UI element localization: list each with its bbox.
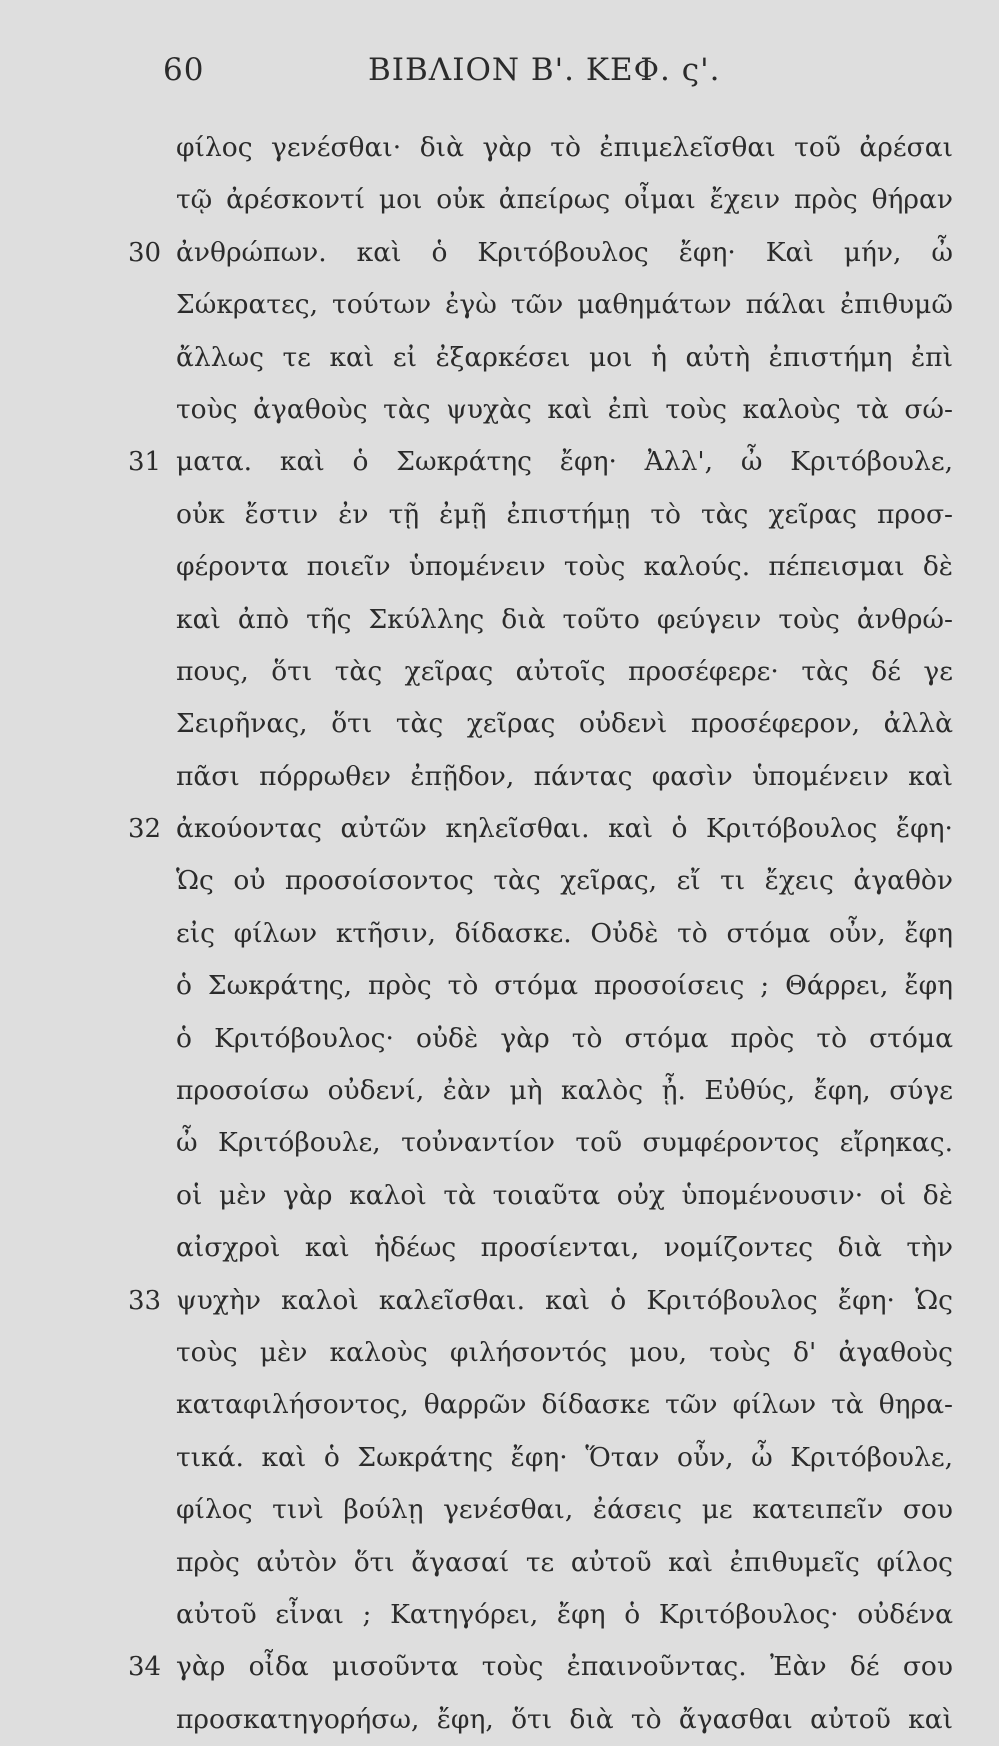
line-text: πρὸς αὐτὸν ὅτι ἄγασαί τε αὐτοῦ καὶ ἐπιθυμεῖς φίλος	[176, 1546, 953, 1578]
body-text	[0, 122, 999, 1746]
line-text: ἄλλως τε καὶ εἰ ἐξαρκέσει μοι ἡ αὐτὴ ἐπιστήμη ἐπὶ	[176, 341, 953, 373]
text-line	[0, 1222, 999, 1274]
line-text: ὦ Κριτόβουλε, τοὐναντίον τοῦ συμφέροντος εἴρηκας.	[176, 1127, 953, 1159]
section-number: 31	[128, 447, 162, 478]
text-line	[0, 122, 999, 174]
text-line	[0, 594, 999, 646]
line-text: τῷ ἀρέσκοντί μοι οὐκ ἀπείρως οἶμαι ἔχειν πρὸς θήραν	[176, 184, 953, 216]
line-text: φέροντα ποιεῖν ὑπομένειν τοὺς καλούς. πέπεισμαι δὲ	[176, 551, 953, 583]
line-text: αὐτοῦ εἶναι ; Κατηγόρει, ἔφη ὁ Κριτόβουλος· οὐδένα	[176, 1598, 953, 1630]
text-line	[0, 1694, 999, 1746]
line-text: τικά. καὶ ὁ Σωκράτης ἔφη· Ὅταν οὖν, ὦ Κριτόβουλε,	[176, 1441, 953, 1473]
page-header	[0, 52, 999, 98]
line-text: τοὺς μὲν καλοὺς φιλήσοντός μου, τοὺς δ' ἀγαθοὺς	[176, 1336, 953, 1368]
text-line	[0, 1379, 999, 1431]
running-title: ΒΙΒΛΙΟΝ Β'. ΚΕΦ. ς'.	[368, 52, 721, 88]
line-text: ματα. καὶ ὁ Σωκράτης ἔφη· Ἀλλ', ὦ Κριτόβουλε,	[176, 446, 953, 478]
text-line	[0, 541, 999, 593]
text-line	[0, 855, 999, 907]
line-text: ἀνθρώπων. καὶ ὁ Κριτόβουλος ἔφη· Καὶ μήν, ὦ	[176, 236, 953, 268]
line-text: τοὺς ἀγαθοὺς τὰς ψυχὰς καὶ ἐπὶ τοὺς καλοὺς τὰ σώ-	[176, 393, 953, 425]
text-line	[0, 384, 999, 436]
text-line	[0, 1641, 999, 1693]
text-line	[0, 646, 999, 698]
text-line	[0, 1065, 999, 1117]
line-text: καὶ ἀπὸ τῆς Σκύλλης διὰ τοῦτο φεύγειν τοὺς ἀνθρώ-	[176, 603, 953, 635]
text-line	[0, 1327, 999, 1379]
text-line	[0, 960, 999, 1012]
text-line	[0, 174, 999, 226]
text-line	[0, 908, 999, 960]
line-text: καταφιλήσοντος, θαρρῶν δίδασκε τῶν φίλων τὰ θηρα-	[176, 1389, 953, 1421]
text-line	[0, 803, 999, 855]
text-line	[0, 1484, 999, 1536]
line-text: ὁ Κριτόβουλος· οὐδὲ γὰρ τὸ στόμα πρὸς τὸ στόμα	[176, 1022, 953, 1054]
text-line	[0, 227, 999, 279]
line-text: πᾶσι πόρρωθεν ἐπῇδον, πάντας φασὶν ὑπομένειν καὶ	[176, 760, 953, 792]
text-line	[0, 1117, 999, 1169]
page-number: 60	[163, 52, 205, 88]
text-line	[0, 1013, 999, 1065]
line-text: οὐκ ἔστιν ἐν τῇ ἐμῇ ἐπιστήμῃ τὸ τὰς χεῖρας προσ-	[176, 498, 953, 530]
text-line	[0, 751, 999, 803]
line-text: Σώκρατες, τούτων ἐγὼ τῶν μαθημάτων πάλαι ἐπιθυμῶ	[176, 289, 953, 321]
text-line	[0, 1275, 999, 1327]
line-text: γὰρ οἶδα μισοῦντα τοὺς ἐπαινοῦντας. Ἐὰν δέ σου	[176, 1651, 953, 1683]
line-text: προσκατηγορήσω, ἔφη, ὅτι διὰ τὸ ἄγασθαι αὐτοῦ καὶ	[176, 1703, 953, 1735]
line-text: Ὡς οὐ προσοίσοντος τὰς χεῖρας, εἴ τι ἔχεις ἀγαθὸν	[176, 865, 953, 897]
text-line	[0, 1589, 999, 1641]
line-text: φίλος τινὶ βούλῃ γενέσθαι, ἐάσεις με κατειπεῖν σου	[176, 1494, 953, 1526]
line-text: πους, ὅτι τὰς χεῖρας αὐτοῖς προσέφερε· τὰς δέ γε	[176, 655, 953, 687]
line-text: αἰσχροὶ καὶ ἡδέως προσίενται, νομίζοντες διὰ τὴν	[176, 1232, 953, 1264]
section-number: 32	[128, 814, 162, 845]
text-line	[0, 1170, 999, 1222]
text-line	[0, 698, 999, 750]
text-line	[0, 332, 999, 384]
line-text: οἱ μὲν γὰρ καλοὶ τὰ τοιαῦτα οὐχ ὑπομένουσιν· οἱ δὲ	[176, 1179, 953, 1211]
line-text: προσοίσω οὐδενί, ἐὰν μὴ καλὸς ᾖ. Εὐθύς, ἔφη, σύγε	[176, 1075, 953, 1107]
text-line	[0, 1432, 999, 1484]
text-line	[0, 489, 999, 541]
line-text: εἰς φίλων κτῆσιν, δίδασκε. Οὐδὲ τὸ στόμα οὖν, ἔφη	[176, 917, 953, 949]
line-text: φίλος γενέσθαι· διὰ γὰρ τὸ ἐπιμελεῖσθαι τοῦ ἀρέσαι	[176, 132, 953, 163]
line-text: ψυχὴν καλοὶ καλεῖσθαι. καὶ ὁ Κριτόβουλος ἔφη· Ὡς	[176, 1284, 953, 1316]
line-text: ὁ Σωκράτης, πρὸς τὸ στόμα προσοίσεις ; Θάρρει, ἔφη	[176, 970, 953, 1002]
section-number: 30	[128, 237, 162, 268]
section-number: 34	[128, 1652, 162, 1683]
line-text: ἀκούοντας αὐτῶν κηλεῖσθαι. καὶ ὁ Κριτόβουλος ἔφη·	[176, 813, 953, 845]
section-number: 33	[128, 1285, 162, 1316]
line-text: Σειρῆνας, ὅτι τὰς χεῖρας οὐδενὶ προσέφερον, ἀλλὰ	[176, 708, 953, 740]
text-line	[0, 279, 999, 331]
text-line	[0, 436, 999, 488]
text-line	[0, 1537, 999, 1589]
